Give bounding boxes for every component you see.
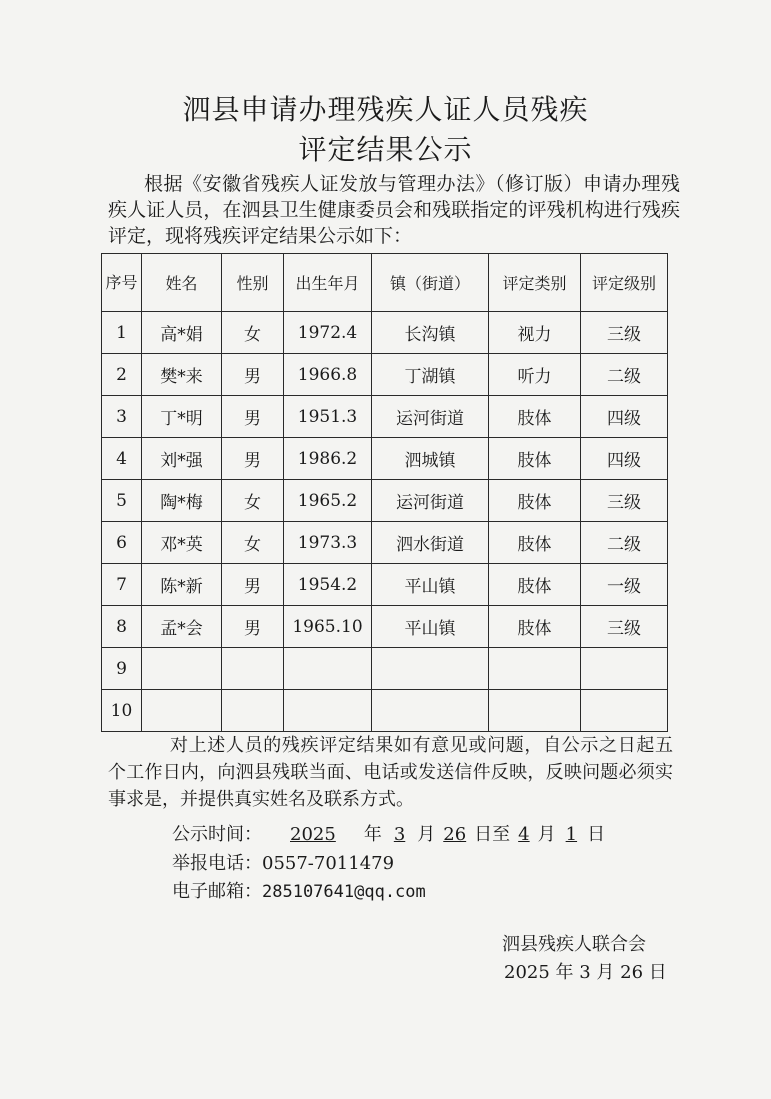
table-row (102, 522, 668, 564)
publicity-year-unit: 年 (363, 824, 382, 845)
publicity-month-unit: 月 (417, 824, 436, 845)
publicity-day-end: 1 (565, 824, 578, 845)
email-label: 电子邮箱： (172, 881, 262, 902)
cell-name: 高*娟 (142, 312, 222, 354)
signature-date: 2025 年 3 月 26 日 (504, 962, 667, 983)
cell-name (142, 648, 222, 690)
cell-category: 肢体 (489, 522, 581, 564)
phone-value: 0557-7011479 (262, 853, 395, 874)
cell-category: 肢体 (489, 480, 581, 522)
cell-town: 泗水街道 (372, 522, 489, 564)
cell-seq: 7 (102, 564, 142, 606)
cell-level (581, 690, 668, 732)
cell-town: 平山镇 (372, 564, 489, 606)
cell-name: 刘*强 (142, 438, 222, 480)
cell-level: 二级 (581, 354, 668, 396)
cell-town: 平山镇 (372, 606, 489, 648)
cell-seq: 1 (102, 312, 142, 354)
cell-birth: 1986.2 (284, 438, 372, 480)
cell-gender (222, 648, 284, 690)
cell-level (581, 648, 668, 690)
publicity-day-start: 26 (443, 824, 467, 845)
cell-category (489, 690, 581, 732)
cell-town: 长沟镇 (372, 312, 489, 354)
cell-seq: 5 (102, 480, 142, 522)
cell-gender: 女 (222, 480, 284, 522)
publicity-year: 2025 (290, 824, 336, 845)
table-row (102, 606, 668, 648)
cell-town: 运河街道 (372, 396, 489, 438)
title-line-1: 泗县申请办理残疾人证人员残疾 (182, 93, 589, 126)
header-name: 姓名 (142, 254, 222, 312)
publicity-month-end: 4 (518, 824, 530, 845)
cell-seq: 10 (102, 690, 142, 732)
cell-seq: 3 (102, 396, 142, 438)
cell-seq: 4 (102, 438, 142, 480)
cell-birth: 1965.2 (284, 480, 372, 522)
cell-name: 孟*会 (142, 606, 222, 648)
header-gender: 性别 (222, 254, 284, 312)
table-row (102, 438, 668, 480)
cell-gender: 男 (222, 438, 284, 480)
cell-gender (222, 690, 284, 732)
cell-level: 四级 (581, 438, 668, 480)
header-town: 镇（街道） (372, 254, 489, 312)
cell-seq: 6 (102, 522, 142, 564)
table-row (102, 564, 668, 606)
contact-email (172, 877, 426, 903)
cell-name: 陶*梅 (142, 480, 222, 522)
cell-level: 一级 (581, 564, 668, 606)
title-line-2: 评定结果公示 (298, 133, 473, 166)
publicity-day-unit: 日 (587, 824, 606, 845)
table-row (102, 480, 668, 522)
cell-category: 肢体 (489, 606, 581, 648)
cell-town: 丁湖镇 (372, 354, 489, 396)
header-level: 评定级别 (581, 254, 668, 312)
notice-paragraph: 对上述人员的残疾评定结果如有意见或问题，自公示之日起五个工作日内，向泗县残联当面、电话或发送信件反映，反映问题必须实事求是，并提供真实姓名及联系方式。 (108, 735, 673, 810)
cell-birth: 1954.2 (284, 564, 372, 606)
header-category: 评定类别 (489, 254, 581, 312)
publicity-period (172, 820, 605, 846)
cell-birth: 1965.10 (284, 606, 372, 648)
cell-gender: 男 (222, 606, 284, 648)
table-row (102, 312, 668, 354)
table-row (102, 690, 668, 732)
cell-name: 樊*来 (142, 354, 222, 396)
cell-name: 丁*明 (142, 396, 222, 438)
cell-birth (284, 648, 372, 690)
cell-name: 邓*英 (142, 522, 222, 564)
cell-level: 二级 (581, 522, 668, 564)
cell-gender: 男 (222, 564, 284, 606)
cell-birth: 1972.4 (284, 312, 372, 354)
cell-town (372, 648, 489, 690)
intro-paragraph: 根据《安徽省残疾人证发放与管理办法》（修订版）申请办理残疾人证人员，在泗县卫生健康委员会和残联指定的评残机构进行残疾评定，现将残疾评定结果公示如下： (108, 173, 680, 247)
cell-category: 肢体 (489, 564, 581, 606)
cell-gender: 男 (222, 354, 284, 396)
publicity-month-start: 3 (393, 824, 406, 845)
email-value: 285107641@qq.com (262, 882, 426, 902)
cell-level: 三级 (581, 480, 668, 522)
cell-category: 肢体 (489, 438, 581, 480)
cell-birth (284, 690, 372, 732)
signature-org: 泗县残疾人联合会 (502, 934, 646, 955)
cell-gender: 男 (222, 396, 284, 438)
header-seq: 序号 (102, 254, 142, 312)
publicity-month-unit-2: 月 (537, 824, 556, 845)
table-row (102, 396, 668, 438)
table-row (102, 648, 668, 690)
cell-birth: 1966.8 (284, 354, 372, 396)
cell-town: 泗城镇 (372, 438, 489, 480)
results-table (101, 253, 668, 732)
table-header-row (102, 254, 668, 312)
cell-birth: 1951.3 (284, 396, 372, 438)
cell-category (489, 648, 581, 690)
cell-level: 三级 (581, 606, 668, 648)
cell-seq: 2 (102, 354, 142, 396)
table-row (102, 354, 668, 396)
cell-seq: 9 (102, 648, 142, 690)
cell-gender: 女 (222, 312, 284, 354)
cell-level: 四级 (581, 396, 668, 438)
cell-category: 视力 (489, 312, 581, 354)
report-phone (172, 849, 394, 875)
cell-category: 听力 (489, 354, 581, 396)
phone-label: 举报电话： (172, 853, 262, 874)
publicity-label: 公示时间： (172, 824, 262, 845)
cell-name (142, 690, 222, 732)
cell-category: 肢体 (489, 396, 581, 438)
cell-gender: 女 (222, 522, 284, 564)
publicity-to-text: 日至 (474, 824, 511, 845)
cell-town: 运河街道 (372, 480, 489, 522)
cell-name: 陈*新 (142, 564, 222, 606)
cell-seq: 8 (102, 606, 142, 648)
cell-level: 三级 (581, 312, 668, 354)
header-birth: 出生年月 (284, 254, 372, 312)
cell-birth: 1973.3 (284, 522, 372, 564)
cell-town (372, 690, 489, 732)
